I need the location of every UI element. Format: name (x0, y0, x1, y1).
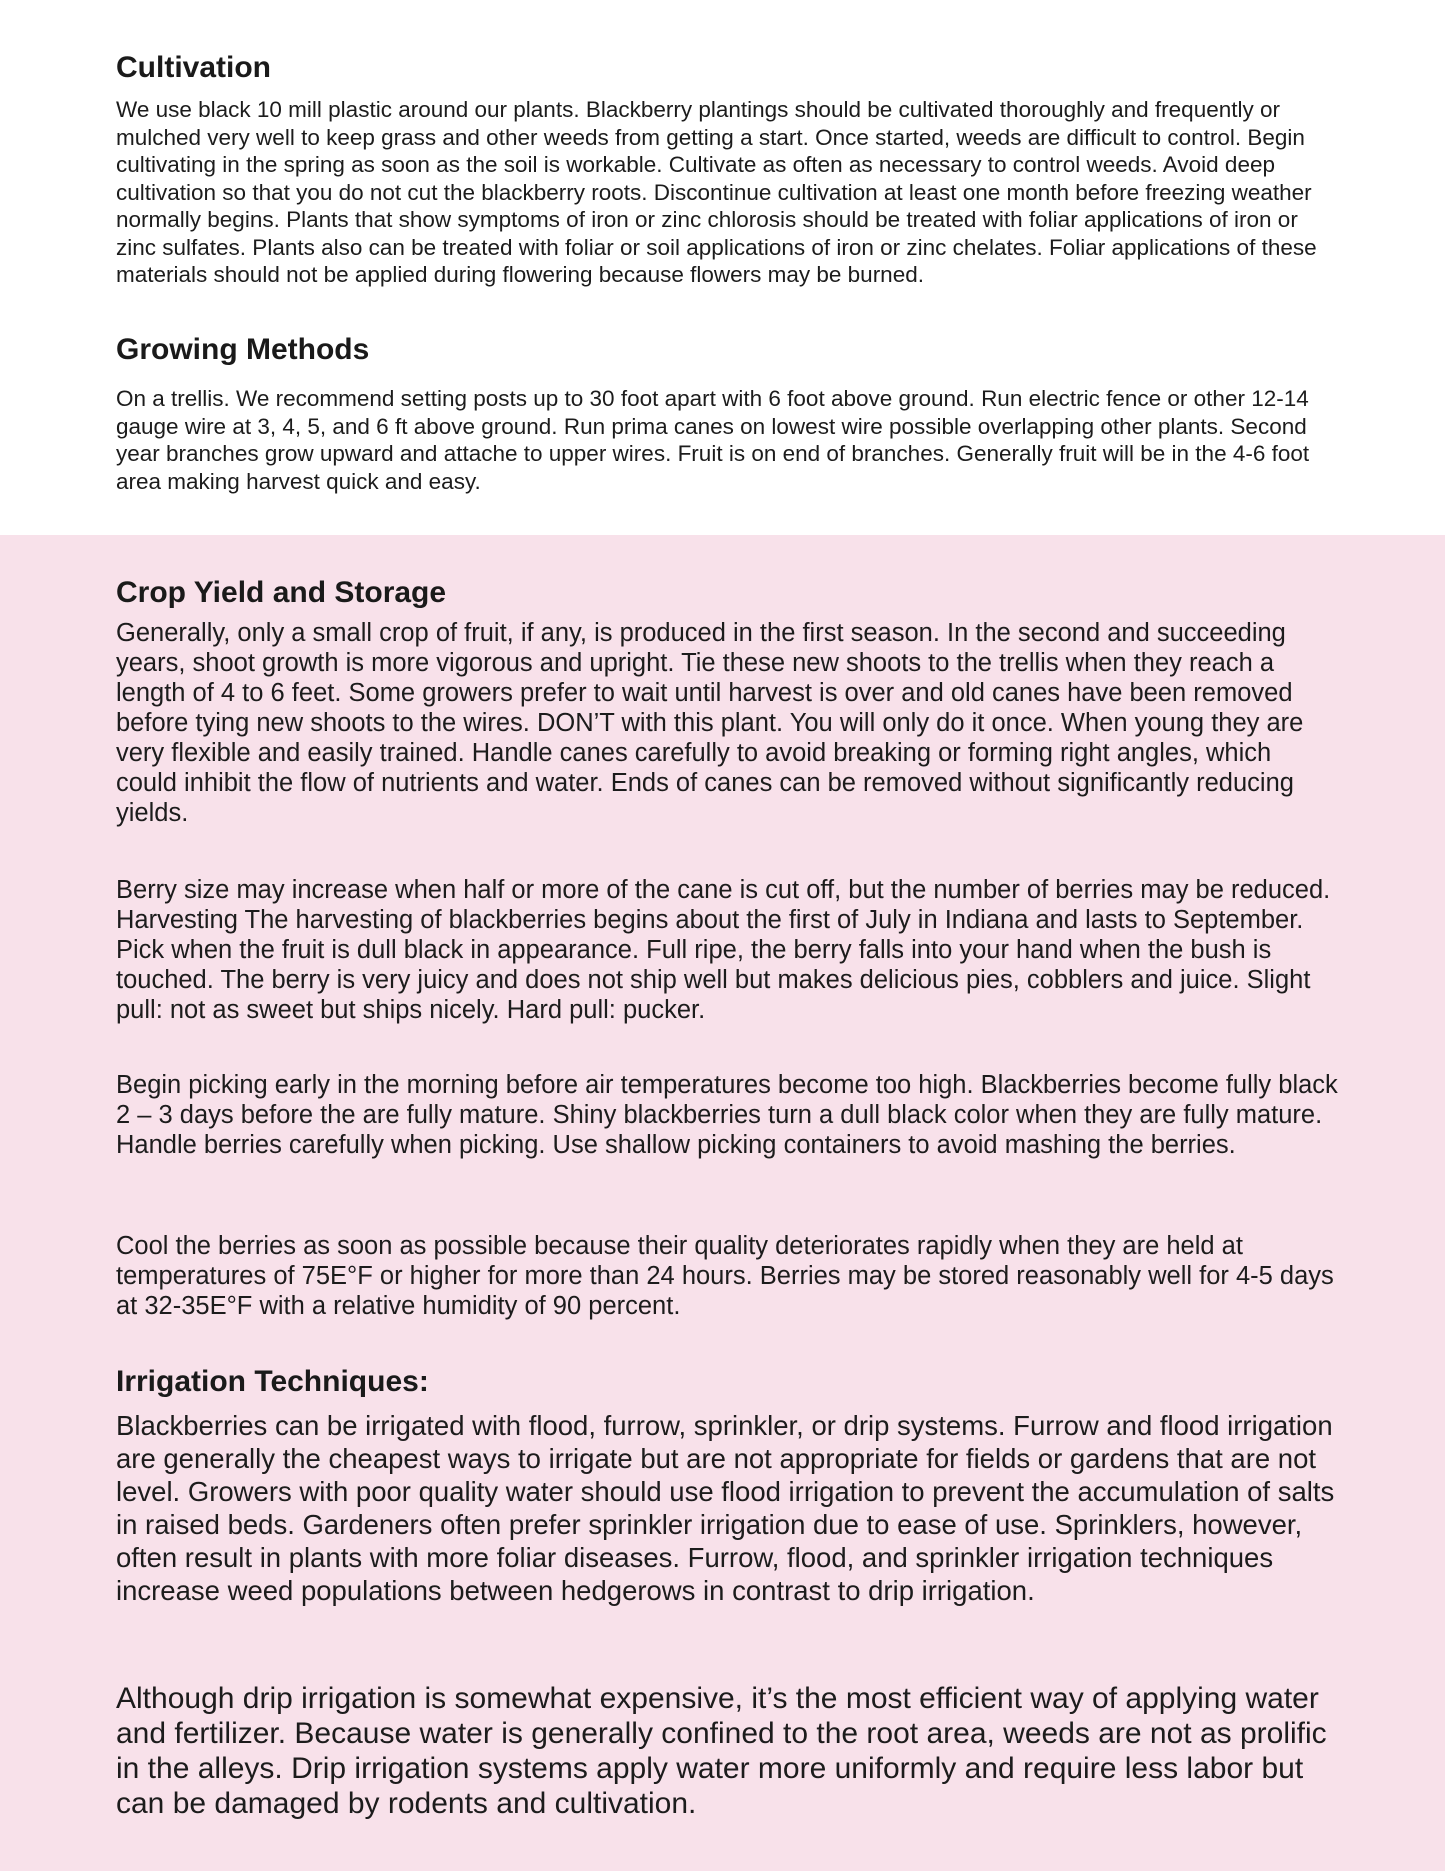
growing-methods-paragraph: On a trellis. We recommend setting posts up to 30 foot apart with 6 foot above ground. Run electric fence or other 12-14 gauge wire at 3, 4, 5, and 6 ft above ground. Run prima canes on lowest wire possible overlapping other plants. Second year branches grow upward and attache to upper wires. Fruit is on end of branches. Generally fruit will be in the 4-6 foot area making harvest quick and easy. (116, 386, 1310, 494)
crop-yield-paragraph-4: Cool the berries as soon as possible because their quality deteriorates rapidly when they are held at temperatures of 75E°F or higher for more than 24 hours. Berries may be stored reasonably well for 4-5 days at 32-35E°F with a relative humidity of 90 percent. (116, 1232, 1334, 1320)
growing-methods-heading: Growing Methods (116, 333, 370, 366)
irrigation-paragraph-1: Blackberries can be irrigated with flood, furrow, sprinkler, or drip systems. Furrow and flood irrigation are generally the cheapest ways to irrigate but are not appropriate for fields or gardens that are not level. Growers with poor quality water should use flood irrigation to prevent the accumulation of salts in raised beds. Gardeners often prefer sprinkler irrigation due to ease of use. Sprinklers, however, often result in plants with more foliar diseases. Furrow, flood, and sprinkler irrigation techniques increase weed populations between hedgerows in contrast to drip irrigation. (116, 1410, 1335, 1606)
irrigation-paragraph-2: Although drip irrigation is somewhat expensive, it’s the most efficient way of applying water and fertilizer. Because water is generally confined to the root area, weeds are not as prolific in the alleys. Drip irrigation systems apply water more uniformly and require less labor but can be damaged by rodents and cultivation. (116, 1682, 1327, 1820)
irrigation-heading: Irrigation Techniques: (116, 1365, 429, 1398)
crop-yield-paragraph-1: Generally, only a small crop of fruit, if any, is produced in the first season. In the second and succeeding years, shoot growth is more vigorous and upright. Tie these new shoots to the trellis when they reach a length of 4 to 6 feet. Some growers prefer to wait until harvest is over and old canes have been removed before tying new shoots to the wires. DON’T with this plant. You will only do it once. When young they are very flexible and easily trained. Handle canes carefully to avoid breaking or forming right angles, which could inhibit the flow of nutrients and water. Ends of canes can be removed without significantly reducing yields. (116, 619, 1304, 827)
crop-yield-paragraph-3: Begin picking early in the morning before air temperatures become too high. Blackberries become fully black 2 – 3 days before the are fully mature. Shiny blackberries turn a dull black color when they are fully mature. Handle berries carefully when picking. Use shallow picking containers to avoid mashing the berries. (116, 1071, 1338, 1159)
crop-yield-heading: Crop Yield and Storage (116, 576, 447, 609)
lower-panel (0, 535, 1445, 1871)
cultivation-heading: Cultivation (116, 51, 271, 84)
crop-yield-paragraph-2: Berry size may increase when half or more of the cane is cut off, but the number of berries may be reduced. Harvesting The harvesting of blackberries begins about the first of July in Indiana and lasts to September. Pick when the fruit is dull black in appearance. Full ripe, the berry falls into your hand when the bush is touched. The berry is very juicy and does not ship well but makes delicious pies, cobblers and juice. Slight pull: not as sweet but ships nicely. Hard pull: pucker. (116, 876, 1331, 1024)
cultivation-paragraph: We use black 10 mill plastic around our plants. Blackberry plantings should be cultivated thoroughly and frequently or mulched very well to keep grass and other weeds from getting a start. Once started, weeds are difficult to control. Begin cultivating in the spring as soon as the soil is workable. Cultivate as often as necessary to control weeds. Avoid deep cultivation so that you do not cut the blackberry roots. Discontinue cultivation at least one month before freezing weather normally begins. Plants that show symptoms of iron or zinc chlorosis should be treated with foliar applications of iron or zinc sulfates. Plants also can be treated with foliar or soil applications of iron or zinc chelates. Foliar applications of these materials should not be applied during flowering because flowers may be burned. (116, 97, 1317, 287)
upper-section (0, 0, 1445, 535)
